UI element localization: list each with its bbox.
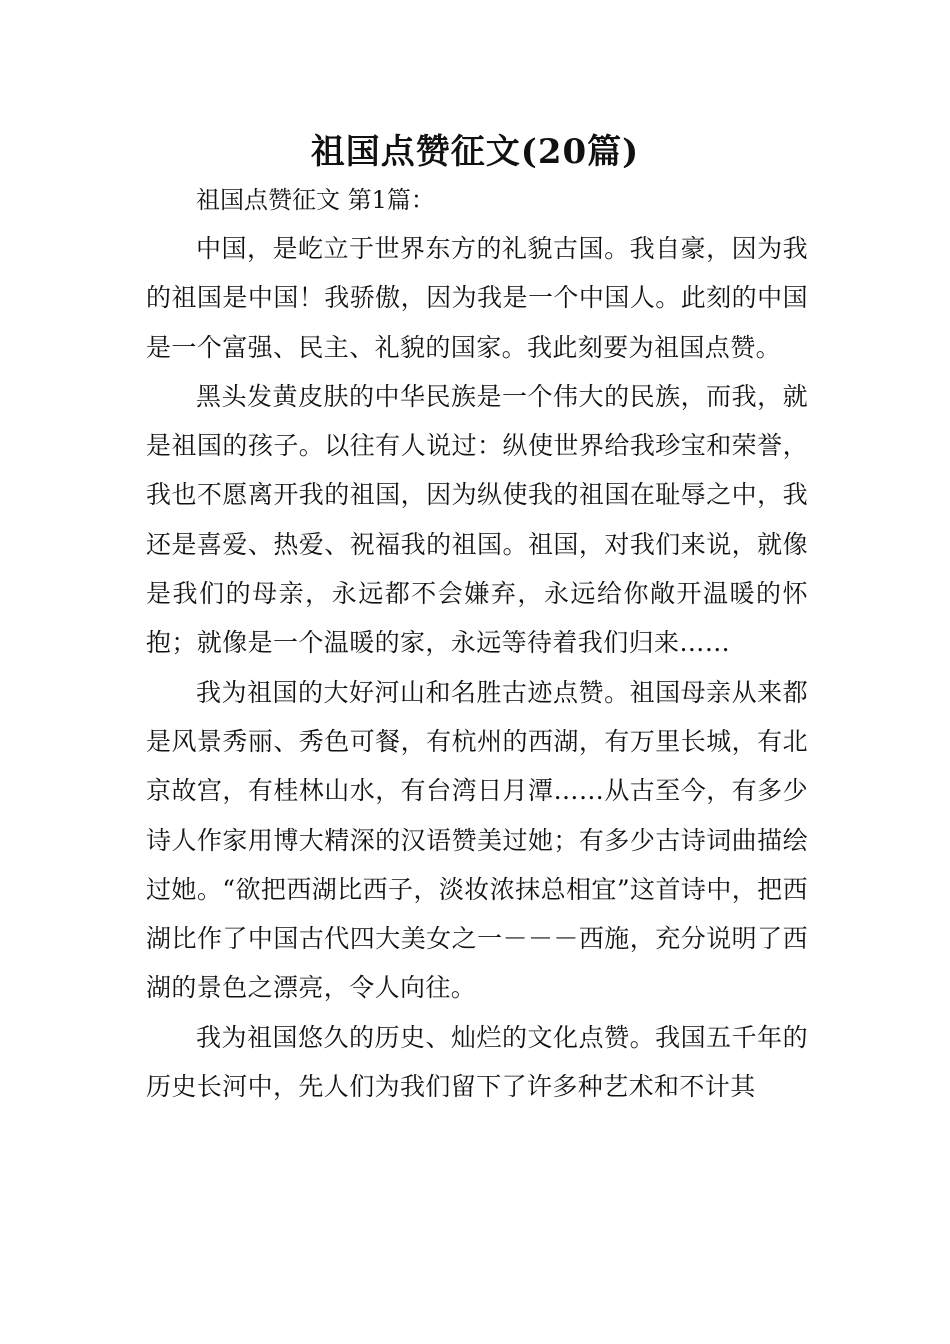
paragraph-4: 我为祖国悠久的历史、灿烂的文化点赞。我国五千年的历史长河中，先人们为我们留下了许多种艺术和不计其 <box>146 1022 808 1102</box>
paragraph-1: 中国，是屹立于世界东方的礼貌古国。我自豪，因为我的祖国是中国！我骄傲，因为我是一个中国人。此刻的中国是一个富强、民主、礼貌的国家。我此刻要为祖国点赞。 <box>146 234 808 362</box>
paragraph-2: 黑头发黄皮肤的中华民族是一个伟大的民族，而我，就是祖国的孩子。以往有人说过：纵使世界给我珍宝和荣誉，我也不愿离开我的祖国，因为纵使我的祖国在耻辱之中，我还是喜爱、热爱、祝福我的祖国。祖国，对我们来说，就像是我们的母亲，永远都不会嫌弃，永远给你敞开温暖的怀抱；就像是一个温暖的家，永远等待着我们归来…… <box>146 381 808 658</box>
chapter-heading: 祖国点赞征文 第1篇： <box>196 186 435 214</box>
document-body <box>146 224 808 1111</box>
paragraph-3: 我为祖国的大好河山和名胜古迹点赞。祖国母亲从来都是风景秀丽、秀色可餐，有杭州的西湖，有万里长城，有北京故宫，有桂林山水，有台湾日月潭……从古至今，有多少诗人作家用博大精深的汉语赞美过她；有多少古诗词曲描绘过她。“欲把西湖比西子，淡妆浓抹总相宜”这首诗中，把西湖比作了中国古代四大美女之一－－－西施，充分说明了西湖的景色之漂亮，令人向往。 <box>146 677 808 1003</box>
document-title: 祖国点赞征文(20篇) <box>310 132 640 172</box>
